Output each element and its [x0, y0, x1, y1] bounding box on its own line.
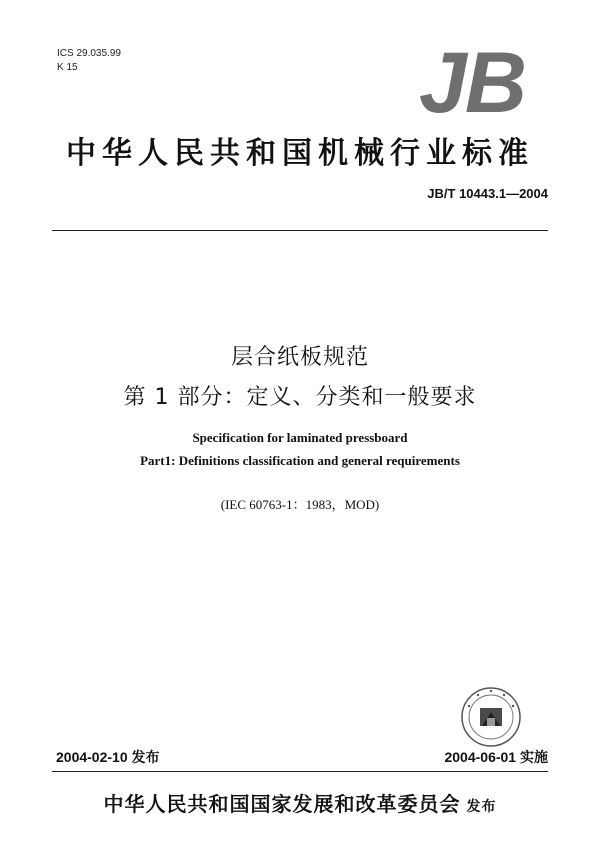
- title-en-main: Specification for laminated pressboard: [192, 430, 408, 445]
- standard-number: JB/T 10443.1—2004: [427, 186, 548, 201]
- issuer-verb: 发布: [466, 799, 497, 815]
- bottom-divider: [52, 771, 548, 772]
- title-cn-main: 层合纸板规范: [230, 345, 369, 370]
- title-en-part: Part1: Definitions classification and general requirements: [140, 453, 460, 468]
- effective-date: 2004-06-01 实施: [444, 749, 548, 765]
- adoption-reference: (IEC 60763-1：1983，MOD): [220, 497, 380, 512]
- top-divider: [52, 230, 548, 231]
- title-cn-part: 第 1 部分：定义、分类和一般要求: [123, 385, 477, 410]
- issue-date: 2004-02-10 发布: [56, 749, 160, 765]
- standard-type-title: 中华人民共和国机械行业标准: [66, 136, 534, 171]
- ics-code: ICS 29.035.99: [57, 48, 121, 59]
- category-code: K 15: [57, 62, 78, 73]
- issuer-name: 中华人民共和国国家发展和改革委员会: [103, 792, 461, 816]
- jb-logo: JB: [419, 35, 525, 131]
- official-seal-icon: [460, 686, 522, 748]
- issuer-line: [0, 788, 600, 817]
